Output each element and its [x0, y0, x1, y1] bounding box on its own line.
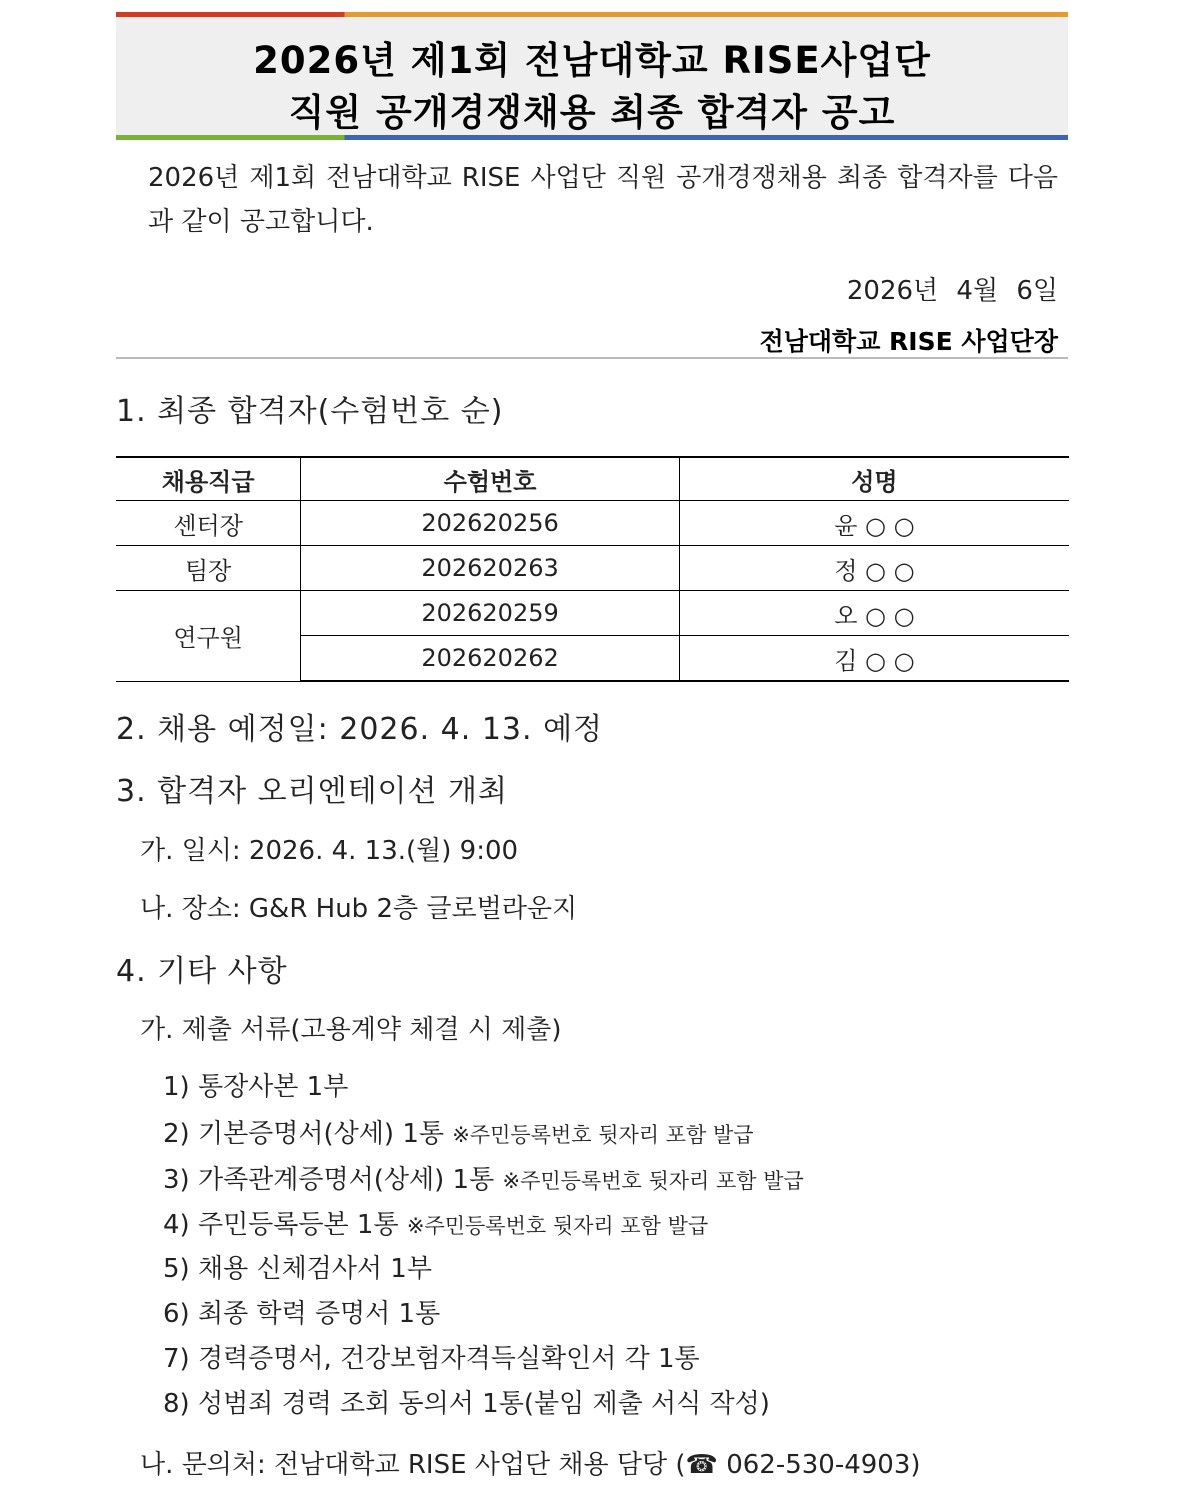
document-text: 8) 성범죄 경력 조회 동의서 1통(붙임 제출 서식 작성): [163, 1389, 770, 1419]
intro-paragraph: 2026년 제1회 전남대학교 RISE 사업단 직원 공개경쟁채용 최종 합격자를 다음과 같이 공고합니다.: [148, 163, 1058, 237]
page-title-line1: 2026년 제1회 전남대학교 RISE사업단: [253, 39, 931, 82]
section4-sub-a: 가. 제출 서류(고용계약 체결 시 제출): [140, 1015, 562, 1045]
cell-number: 202620259: [301, 591, 679, 636]
title-banner: [116, 12, 1068, 140]
cell-number: 202620263: [301, 546, 679, 591]
cell-number: 202620256: [301, 501, 679, 546]
document-text: 4) 주민등록등본 1통: [163, 1210, 399, 1240]
section3-item-place: 나. 장소: G&R Hub 2층 글로벌라운지: [140, 894, 578, 924]
cell-position: 팀장: [116, 546, 301, 591]
results-table: [116, 456, 1069, 682]
issuer: 전남대학교 RISE 사업단장: [759, 327, 1058, 356]
document-item: [163, 1383, 770, 1420]
document-item: [163, 1248, 432, 1285]
document-text: 3) 가족관계증명서(상세) 1통: [163, 1165, 495, 1195]
section1-heading: 1. 최종 합격자(수험번호 순): [116, 394, 504, 429]
page-title-line2: 직원 공개경쟁채용 최종 합격자 공고: [288, 91, 896, 134]
section4-sub-b-contact: 나. 문의처: 전남대학교 RISE 사업단 채용 담당 (☎ 062-530-4903): [140, 1450, 921, 1480]
document-item: [163, 1293, 440, 1330]
document-item: [163, 1066, 348, 1103]
document-note: ※주민등록번호 뒷자리 포함 발급: [406, 1214, 709, 1238]
cell-name: 윤 ○ ○: [679, 501, 1069, 546]
divider: [116, 357, 1068, 359]
section4-heading: 4. 기타 사항: [116, 954, 288, 989]
header-name: 성명: [679, 457, 1069, 501]
cell-name: 오 ○ ○: [679, 591, 1069, 636]
document-text: 5) 채용 신체검사서 1부: [163, 1254, 432, 1284]
table-header-row: [116, 457, 1069, 501]
document-note: ※주민등록번호 뒷자리 포함 발급: [502, 1169, 804, 1193]
cell-name: 김 ○ ○: [679, 636, 1069, 682]
document-item: [163, 1113, 754, 1150]
section2-heading: 2. 채용 예정일: 2026. 4. 13. 예정: [116, 712, 604, 747]
cell-name: 정 ○ ○: [679, 546, 1069, 591]
table-row: [116, 546, 1069, 591]
document-text: 7) 경력증명서, 건강보험자격득실확인서 각 1통: [163, 1344, 700, 1374]
cell-number: 202620262: [301, 636, 679, 682]
cell-position: 연구원: [116, 591, 301, 682]
section3-heading: 3. 합격자 오리엔테이션 개최: [116, 774, 509, 809]
title-top-bar: [116, 12, 1068, 17]
section3-item-date: 가. 일시: 2026. 4. 13.(월) 9:00: [140, 836, 519, 866]
header-position: 채용직급: [116, 457, 301, 501]
document-item: [163, 1159, 804, 1196]
table-row: [116, 591, 1069, 636]
document-text: 2) 기본증명서(상세) 1통: [163, 1119, 444, 1149]
cell-position: 센터장: [116, 501, 301, 546]
document-text: 6) 최종 학력 증명서 1통: [163, 1299, 441, 1329]
document-item: [163, 1338, 700, 1375]
document-note: ※주민등록번호 뒷자리 포함 발급: [452, 1123, 754, 1147]
table-row: [116, 501, 1069, 546]
document-item: [163, 1204, 708, 1241]
announcement-date: 2026년 4월 6일: [846, 276, 1058, 306]
title-bottom-bar: [116, 135, 1068, 140]
document-text: 1) 통장사본 1부: [163, 1072, 349, 1102]
header-number: 수험번호: [301, 457, 679, 501]
